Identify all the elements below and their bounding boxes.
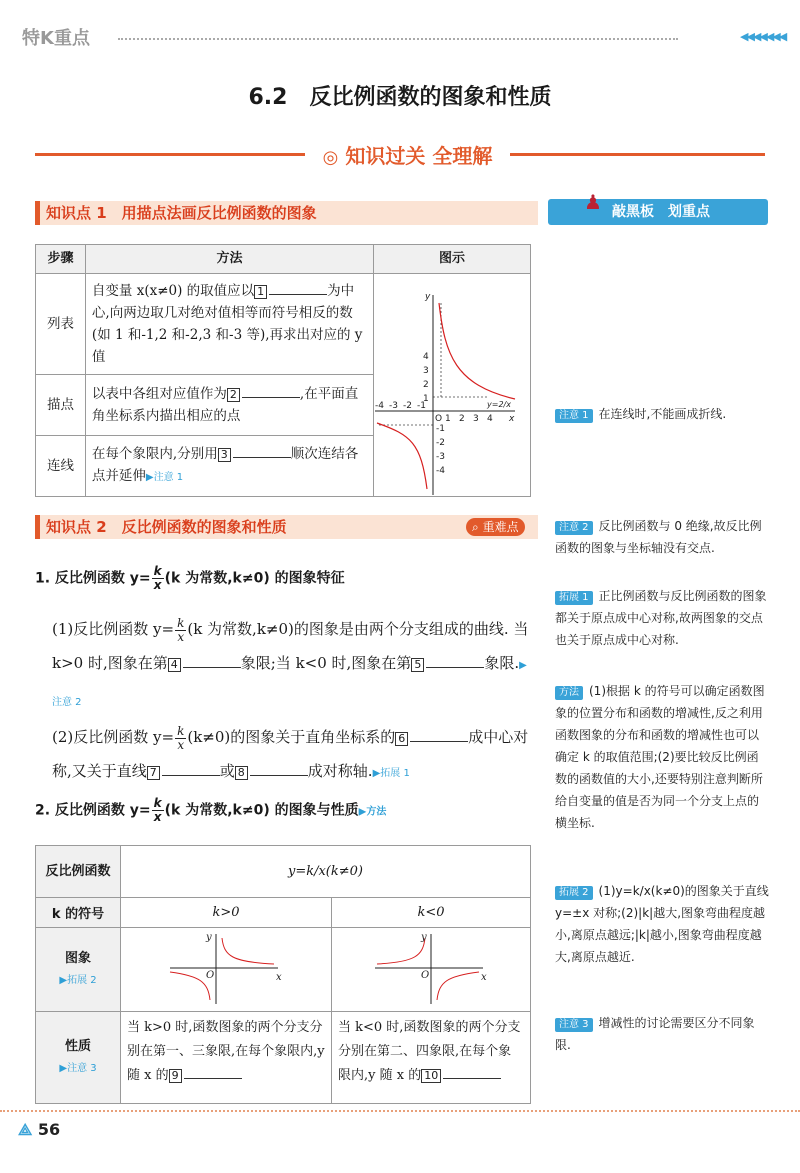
kp2-s1-pre: 1. 反比例函数 y= (35, 570, 151, 587)
kp1-method-3-post: 顺次连结各点并延伸 (91, 446, 359, 485)
side-note-1-badge: 注意 1 (555, 409, 593, 423)
frac-p1-num: k (177, 615, 185, 630)
frac-p2-den: x (177, 737, 185, 752)
frac-s1 (152, 565, 164, 592)
kp1-method-1-post: 为中心,向两边取几对绝对值相等而符号相反的数(如 1 和-1,2 和-2,3 和-3 等),再求出对应的 y 值 (91, 283, 363, 366)
kp1-func-label: y=2/x (487, 400, 511, 409)
blank-7[interactable] (162, 761, 220, 776)
kp2-neg-x-label: x (481, 971, 487, 983)
kp1-method-2 (85, 375, 373, 436)
frac-s1-num: k (153, 564, 162, 578)
kp1-curve-q1 (439, 303, 515, 399)
frac-p1 (175, 617, 186, 644)
kp2-pos-x-label: x (276, 971, 282, 983)
side-note-3-badge: 拓展 1 (555, 591, 593, 605)
kp1-tick-y-n3: -3 (436, 452, 445, 462)
kp1-graph (375, 275, 529, 495)
kp2-r3-label: 图象 (64, 950, 91, 966)
kp1-table (35, 244, 531, 497)
blank-4-num: 4 (168, 658, 181, 672)
blank-3[interactable] (233, 443, 291, 458)
kp1-title: 知识点 1 用描点法画反比例函数的图象 (46, 204, 317, 222)
blank-4[interactable] (183, 653, 241, 668)
p1-a: (1)反比例函数 y= (52, 620, 175, 638)
p2-a: (2)反比例函数 y= (52, 728, 175, 746)
kp1-step-3: 连线 (36, 436, 86, 497)
tag-note-1[interactable]: ▶注意 1 (145, 472, 184, 484)
kp2-pos-origin: O (206, 969, 215, 981)
kp2-graph-pos-cell (121, 928, 332, 1012)
side-note-2-text: 反比例函数与 0 绝缘,故反比例函数的图象与坐标轴没有交点. (555, 519, 762, 555)
kp2-header (35, 515, 538, 539)
kp1-tick-y-4: 4 (423, 352, 429, 362)
kp1-origin: O (435, 414, 443, 424)
blank-10[interactable] (443, 1064, 501, 1079)
blank-7-num: 7 (147, 766, 160, 780)
side-note-5-badge: 拓展 2 (555, 886, 593, 900)
p2-b: (k≠0)的图象关于直角坐标系的 (187, 728, 396, 746)
kp1-th-method: 方法 (85, 245, 373, 274)
kp1-method-1-pre: 自变量 x(x≠0) 的取值应以 (91, 283, 255, 300)
magnifier-icon: ⌕ (472, 520, 479, 534)
blank-8-num: 8 (235, 766, 248, 780)
kp1-method-2-pre: 以表中各组对应值作为 (91, 386, 227, 403)
blank-6-num: 6 (395, 732, 408, 746)
blank-9[interactable] (184, 1064, 242, 1079)
kp1-tick-y-1: 1 (423, 394, 429, 404)
header-dotted-line (118, 38, 678, 40)
blank-8[interactable] (250, 761, 308, 776)
kp1-tick-y-n4: -4 (436, 466, 445, 476)
kp2-pos: k>0 (121, 898, 332, 928)
p1-d: 象限. (484, 654, 520, 672)
p2-d: 或 (219, 762, 235, 780)
kp1-tick-x-1: 1 (445, 414, 451, 424)
kp1-tick-x-2: 2 (459, 414, 465, 424)
side-note-3 (555, 585, 770, 651)
kp1-tick-x-n3: -3 (389, 401, 398, 411)
teacher-icon: ♟ (584, 190, 602, 214)
kp2-table-wrap (35, 845, 531, 1104)
kp1-tick-y-n2: -2 (436, 438, 445, 448)
kp1-method-3-pre: 在每个象限内,分别用 (91, 446, 218, 463)
logo-text: 特K重点 (22, 28, 90, 49)
page-title: 6.2 反比例函数的图象和性质 (248, 85, 552, 110)
kp2-r1-label: 反比例函数 (36, 846, 121, 898)
kp2-neg: k<0 (332, 898, 531, 928)
kp2-s2-post: (k 为常数,k≠0) 的图象与性质 (164, 802, 359, 819)
kp2-pos-curve-q1 (222, 938, 274, 964)
kp1-th-figure: 图示 (374, 245, 531, 274)
kp2-prop-neg (332, 1012, 531, 1104)
kp2-s2-title (35, 797, 386, 824)
blank-2[interactable] (242, 383, 300, 398)
kp2-neg-origin: O (421, 969, 430, 981)
kp1-tick-x-n2: -2 (403, 401, 412, 411)
blank-6[interactable] (410, 727, 468, 742)
sidebar-title: 敲黑板 划重点 (612, 204, 710, 220)
banner-line-left (35, 153, 305, 156)
frac-s2 (152, 797, 164, 824)
kp1-tick-x-n4: -4 (375, 401, 384, 411)
side-note-2-badge: 注意 2 (555, 521, 593, 535)
tag-ext-2[interactable]: ▶拓展 2 (59, 974, 97, 986)
tag-ext-1[interactable]: ▶拓展 1 (372, 768, 410, 779)
kp2-r1-value: y=k/x(k≠0) (121, 846, 531, 898)
kp2-pos-y-label: y (206, 931, 212, 943)
kp2-title: 知识点 2 反比例函数的图象和性质 (46, 518, 287, 536)
kp2-neg-curve-q4 (437, 972, 479, 1000)
kp2-s1-title (35, 565, 345, 592)
frac-s1-den: x (153, 578, 162, 592)
tag-note-2[interactable]: ▶注意 2 (52, 660, 527, 708)
frac-s2-num: k (153, 796, 162, 810)
kp1-table-wrap (35, 244, 531, 497)
kp2-p1 (52, 612, 534, 720)
blank-2-num: 2 (227, 388, 240, 402)
banner-text: 知识过关 全理解 (345, 144, 493, 168)
side-note-5 (555, 880, 770, 968)
banner-icon: ◎ (322, 147, 339, 168)
kp2-prop-neg-text: 当 k<0 时,函数图象的两个分支分别在第二、四象限,在每个象限内,y 随 x 的 (338, 1020, 521, 1083)
kp2-graph-pos (166, 930, 286, 1006)
kp2-graph-neg (371, 930, 491, 1006)
frac-s2-den: x (153, 810, 162, 824)
kp2-pos-curve-q3 (170, 972, 210, 1000)
kp2-r4-label: 性质 (64, 1038, 91, 1054)
kp1-axis-x-label: x (509, 414, 515, 424)
side-note-6 (555, 1012, 770, 1056)
kp2-badge (466, 518, 525, 536)
blank-3-num: 3 (218, 448, 231, 462)
kp2-prop-pos (121, 1012, 332, 1104)
side-note-1-text: 在连线时,不能画成折线. (598, 407, 727, 421)
kp2-r2-label: k 的符号 (36, 898, 121, 928)
tag-method[interactable]: ▶方法 (358, 806, 387, 818)
kp1-tick-x-3: 3 (473, 414, 479, 424)
blank-5[interactable] (426, 653, 484, 668)
blank-1[interactable] (269, 280, 327, 295)
kp1-th-step: 步骤 (36, 245, 86, 274)
footer-page (18, 1120, 60, 1140)
side-note-4-text: (1)根据 k 的符号可以确定函数图象的位置分布和函数的增减性,反之利用函数图象的分布和函数的增减性也可以确定 k 的取值范围;(2)要比较反比例函数的函数值的大小,还要特别注意判断所给自变量的值是否为同一个分支上点的横坐标. (555, 684, 765, 830)
kp2-table (35, 845, 531, 1104)
side-note-6-text: 增减性的讨论需要区分不同象限. (555, 1016, 755, 1052)
kp1-tick-y-2: 2 (423, 380, 429, 390)
kp2-s2-pre: 2. 反比例函数 y= (35, 802, 151, 819)
kp1-method-2-post: ,在平面直角坐标系内描出相应的点 (91, 386, 359, 425)
side-note-4 (555, 680, 770, 834)
compass-icon: ⟁ (18, 1120, 33, 1139)
kp2-badge-text: 重难点 (482, 520, 519, 534)
kp1-step-1: 列表 (36, 274, 86, 375)
page-number: 56 (37, 1120, 61, 1139)
blank-10-num: 10 (421, 1069, 441, 1083)
tag-note-3[interactable]: ▶注意 3 (59, 1062, 97, 1074)
kp2-neg-curve-q2 (377, 938, 425, 964)
side-note-1 (555, 403, 770, 425)
kp2-graph-neg-cell (332, 928, 531, 1012)
kp1-tick-y-3: 3 (423, 366, 429, 376)
sidebar-header (548, 190, 768, 225)
side-note-4-badge: 方法 (555, 686, 583, 700)
side-note-3-text: 正比例函数与反比例函数的图象都关于原点成中心对称,故两图象的交点也关于原点成中心对称. (555, 589, 767, 647)
kp1-method-1 (85, 274, 373, 375)
kp2-r4-label-cell (36, 1012, 121, 1104)
kp1-step-2: 描点 (36, 375, 86, 436)
kp2-s1-post: (k 为常数,k≠0) 的图象特征 (164, 570, 345, 587)
kp1-header (35, 201, 538, 225)
side-note-6-badge: 注意 3 (555, 1018, 593, 1032)
kp1-figure-cell (374, 274, 531, 497)
p1-b: (k 为常数,k≠0)的图象是由两个分支组成的曲线. 当 k>0 时,图象在第 (52, 620, 529, 672)
frac-p1-den: x (177, 629, 185, 644)
frac-p2 (175, 725, 186, 752)
kp1-tick-x-4: 4 (487, 414, 493, 424)
blank-1-num: 1 (254, 285, 267, 299)
banner-line-right (510, 153, 765, 156)
blank-9-num: 9 (169, 1069, 182, 1083)
frac-p2-num: k (177, 723, 185, 738)
p2-e: 成对称轴. (307, 762, 373, 780)
kp1-tick-y-n1: -1 (436, 424, 445, 434)
p2-c: 成中心对称,又关于直线 (52, 728, 529, 780)
p1-c: 象限;当 k<0 时,图象在第 (240, 654, 412, 672)
kp1-axis-y-label: y (425, 292, 431, 302)
kp2-prop-pos-text: 当 k>0 时,函数图象的两个分支分别在第一、三象限,在每个象限内,y 随 x 的 (127, 1020, 325, 1083)
kp1-method-3 (85, 436, 373, 497)
kp2-r3-label-cell (36, 928, 121, 1012)
header-logo (22, 24, 90, 50)
footer-dotted-line (0, 1110, 800, 1112)
blank-5-num: 5 (411, 658, 424, 672)
side-note-5-text: (1)y=k/x(k≠0)的图象关于直线 y=±x 对称;(2)|k|越大,图象弯曲程度越小,离原点越远;|k|越小,图象弯曲程度越大,离原点越近. (555, 884, 769, 964)
banner (305, 140, 510, 169)
side-note-2 (555, 515, 770, 559)
kp1-curve-q3 (377, 423, 427, 489)
kp2-neg-y-label: y (421, 931, 427, 943)
header-arrows: ◀◀◀◀◀◀◀ (740, 30, 786, 43)
kp1-tick-x-n1: -1 (417, 401, 426, 411)
kp2-p2 (52, 720, 534, 791)
